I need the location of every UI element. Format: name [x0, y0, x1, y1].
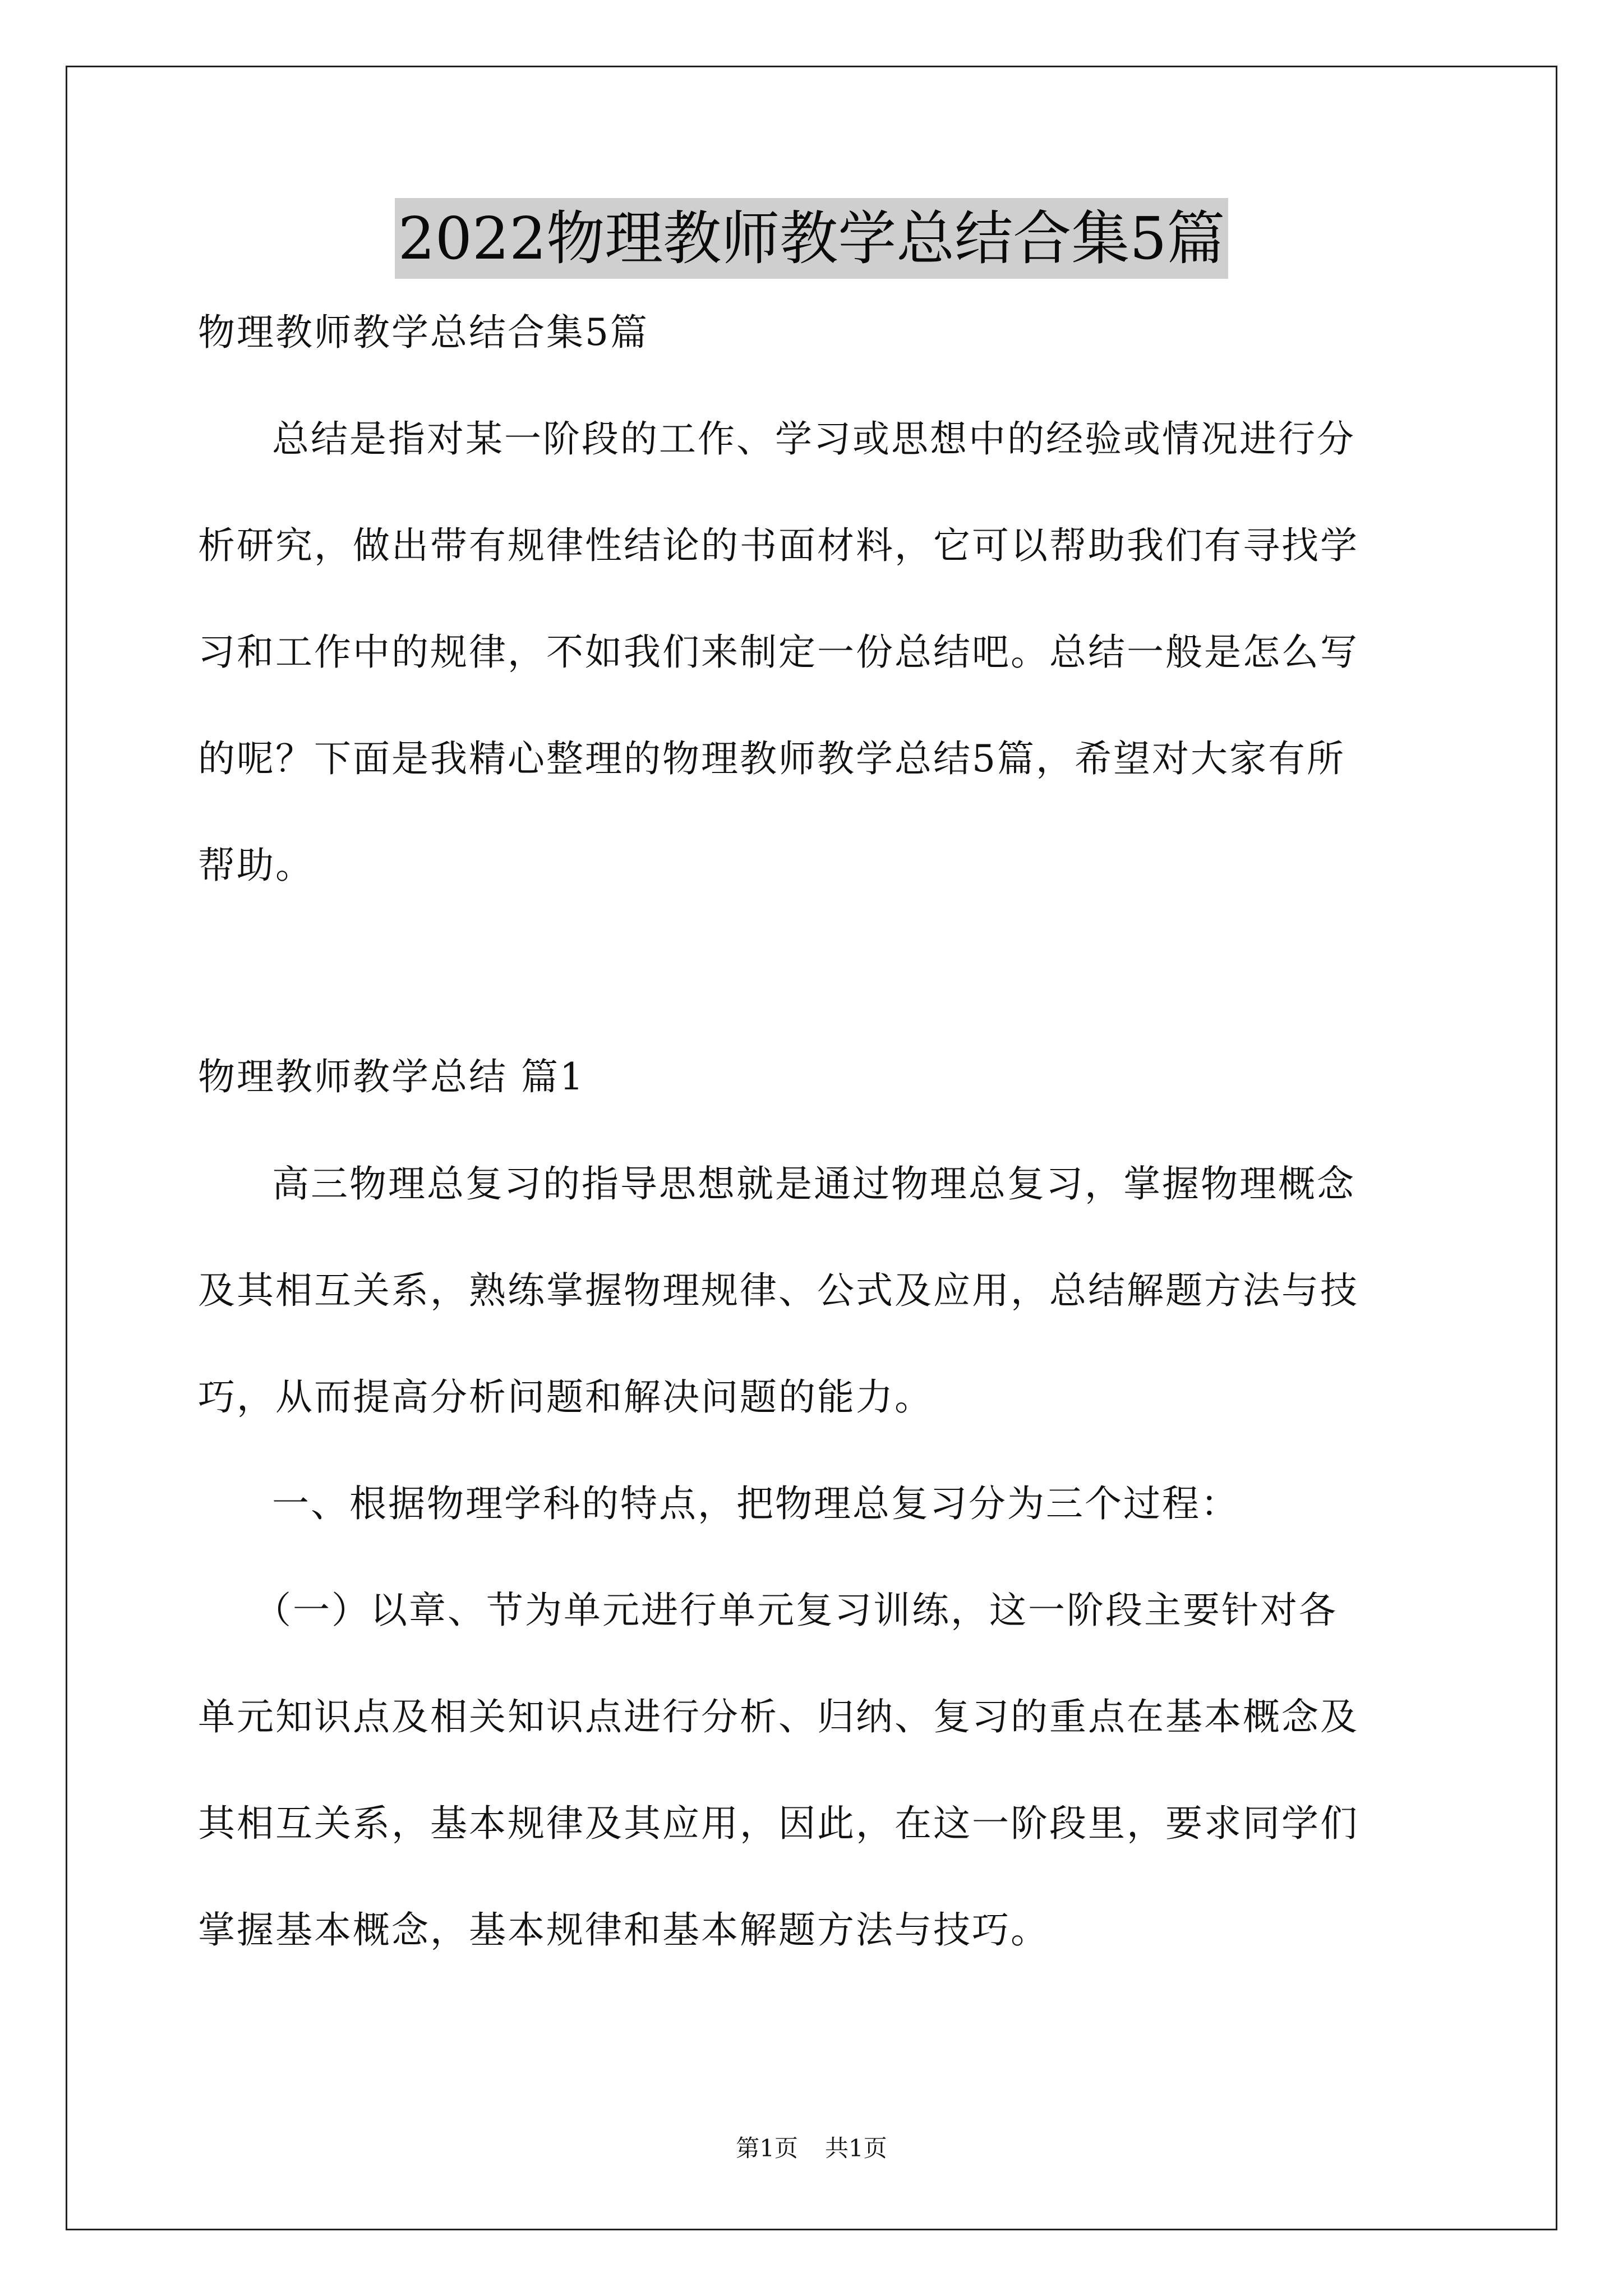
- section-line-5: （一）以章、节为单元进行单元复习训练，这一阶段主要针对各: [254, 1589, 1338, 1632]
- document-subtitle: 物理教师教学总结合集5篇: [198, 311, 649, 354]
- page-total: 共1页: [825, 2134, 887, 2162]
- section-line-7: 其相互关系，基本规律及其应用，因此，在这一阶段里，要求同学们: [198, 1802, 1359, 1845]
- intro-line-5: 帮助。: [198, 844, 314, 887]
- section-line-3: 巧，从而提高分析问题和解决问题的能力。: [198, 1375, 933, 1419]
- section-line-1: 高三物理总复习的指导思想就是通过物理总复习，掌握物理概念: [272, 1162, 1355, 1205]
- intro-line-4: 的呢？下面是我精心整理的物理教师教学总结5篇，希望对大家有所: [198, 737, 1345, 780]
- section-line-6: 单元知识点及相关知识点进行分析、归纳、复习的重点在基本概念及: [198, 1695, 1359, 1738]
- section-line-2: 及其相互关系，熟练掌握物理规律、公式及应用，总结解题方法与技: [198, 1269, 1359, 1312]
- intro-line-3: 习和工作中的规律，不如我们来制定一份总结吧。总结一般是怎么写: [198, 631, 1359, 674]
- page-footer: [0, 2133, 1623, 2164]
- page-current: 第1页: [736, 2134, 798, 2162]
- section-line-4: 一、根据物理学科的特点，把物理总复习分为三个过程：: [272, 1482, 1239, 1525]
- title-container: [0, 198, 1623, 279]
- section-heading: 物理教师教学总结 篇1: [198, 1055, 585, 1098]
- section-line-8: 掌握基本概念，基本规律和基本解题方法与技巧。: [198, 1908, 1049, 1952]
- intro-line-2: 析研究，做出带有规律性结论的书面材料，它可以帮助我们有寻找学: [198, 524, 1359, 567]
- document-title: 2022物理教师教学总结合集5篇: [395, 198, 1229, 279]
- intro-line-1: 总结是指对某一阶段的工作、学习或思想中的经验或情况进行分: [272, 417, 1355, 461]
